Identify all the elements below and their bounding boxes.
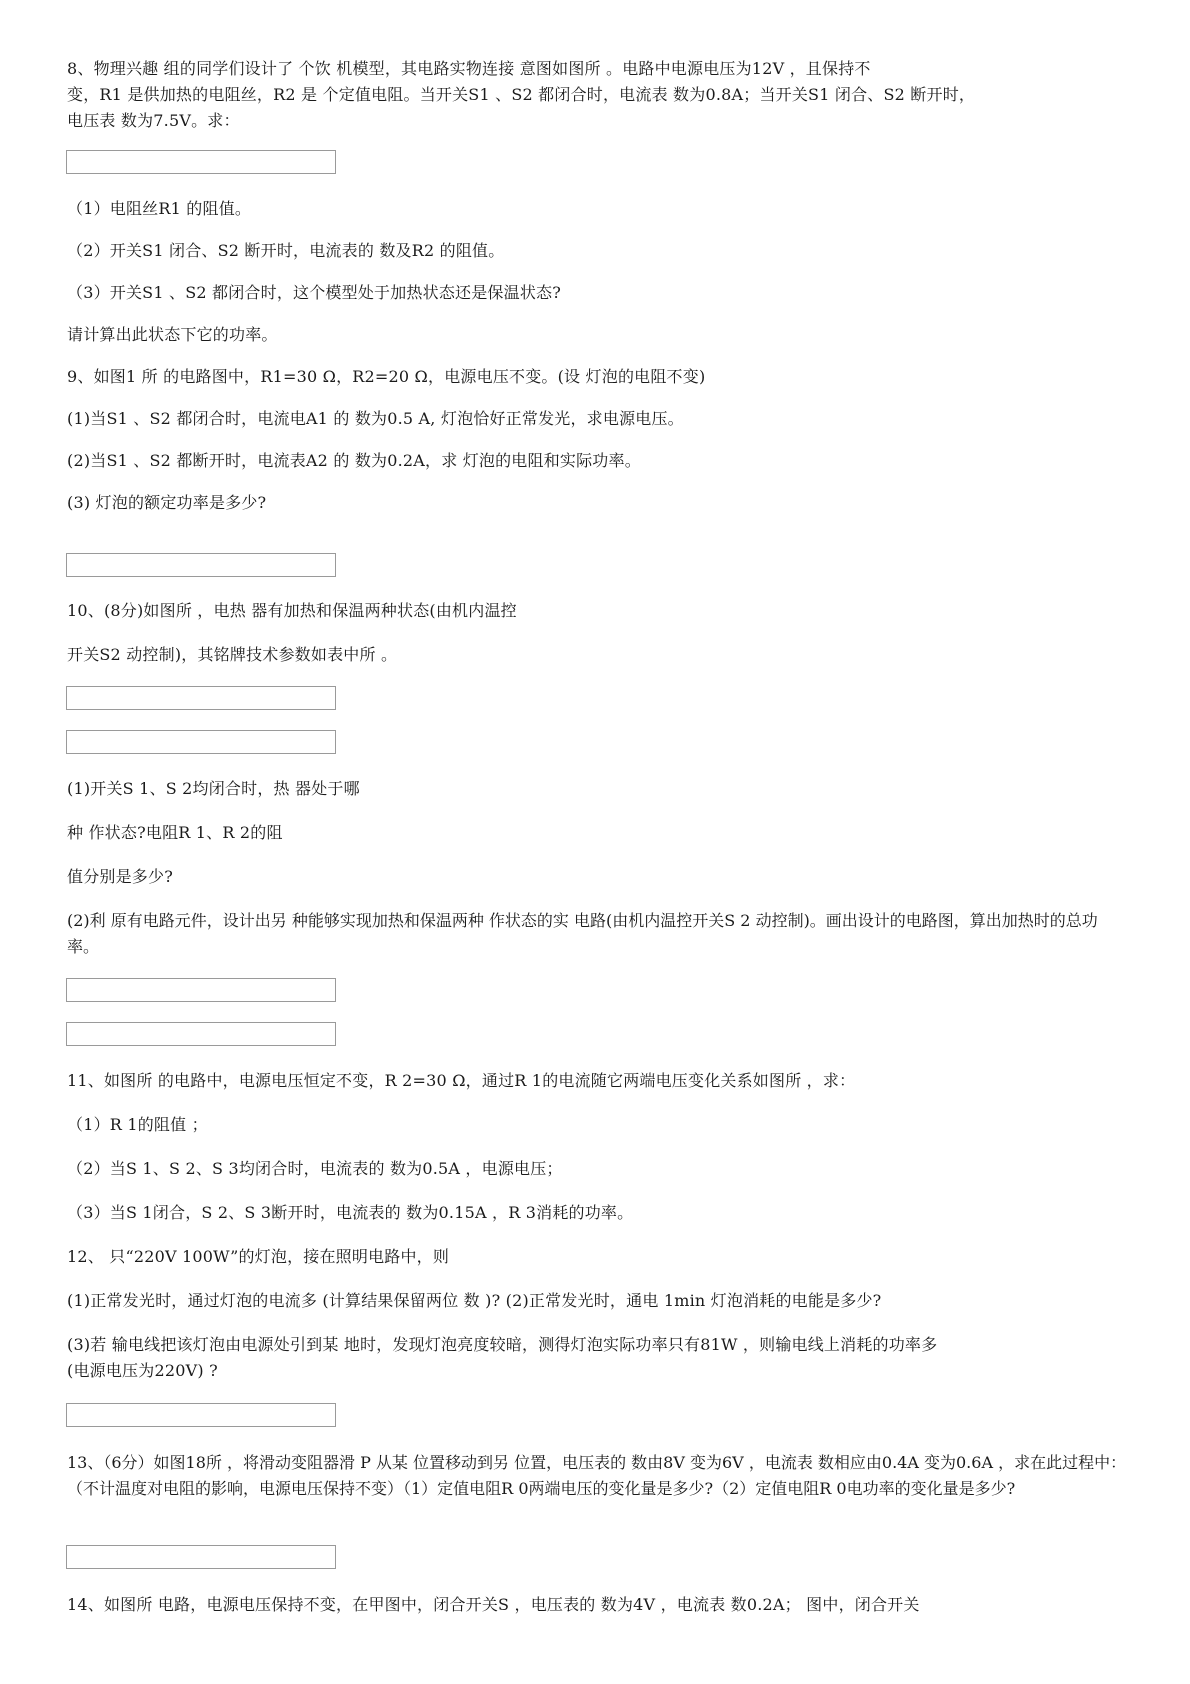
q14-line1: 14、如图所 电路，电源电压保持不变，在甲图中，闭合开关S ，电压表的 数为4V ，电流表 数0.2A； 图中，闭合开关 xyxy=(67,1595,920,1614)
q10-sub2: (2)利 原有电路元件，设计出另 种能够实现加热和保温两种 作状态的实 电路(由机内温控开关S 2 动控制)。画出设计的电路图，算出加热时的总功率。 xyxy=(67,911,1098,956)
image-placeholder xyxy=(66,1545,336,1569)
image-placeholder xyxy=(66,1403,336,1427)
q8-sub3-continued: 请计算出此状态下它的功率。 xyxy=(67,325,278,344)
q12-line1: 12、 只“220V 100W”的灯泡，接在照明电路中，则 xyxy=(67,1247,450,1266)
q11-line1: 11、如图所 的电路中，电源电压恒定不变，R 2=30 Ω，通过R 1的电流随它两端电压变化关系如图所 ，求： xyxy=(67,1071,856,1090)
q13-text: 13、（6分）如图18所 ，将滑动变阻器滑 P 从某 位置移动到另 位置，电压表的 数由8V 变为6V ，电流表 数相应由0.4A 变为0.6A ，求在此过程中：（不计温度对电阻的影响，电源电压保持不变）（1）定值电阻R 0两端电压的变化量是多少?（2）定值电阻R 0电功率的变化量是多少? xyxy=(67,1453,1127,1498)
q8-sub1: （1）电阻丝R1 的阻值。 xyxy=(67,199,252,218)
image-placeholder xyxy=(66,1022,336,1046)
image-placeholder xyxy=(66,150,336,174)
image-placeholder xyxy=(66,730,336,754)
q12-line2: (1)正常发光时，通过灯泡的电流多 (计算结果保留两位 数 )? (2)正常发光时，通电 1min 灯泡消耗的电能是多少? xyxy=(67,1291,882,1310)
q8-line3: 电压表 数为7.5V。求： xyxy=(67,111,240,130)
q10-sub1-line2: 种 作状态?电阻R 1、R 2的阻 xyxy=(67,823,283,842)
q8-sub2: （2）开关S1 闭合、S2 断开时，电流表的 数及R2 的阻值。 xyxy=(67,241,505,260)
q10-line2: 开关S2 动控制)，其铭牌技术参数如表中所 。 xyxy=(67,645,398,664)
q8-line2: 变，R1 是供加热的电阻丝，R2 是 个定值电阻。当开关S1 、S2 都闭合时，电流表 数为0.8A；当开关S1 闭合、S2 断开时， xyxy=(67,85,976,104)
q9-sub2: (2)当S1 、S2 都断开时，电流表A2 的 数为0.2A，求 灯泡的电阻和实际功率。 xyxy=(67,451,641,470)
image-placeholder xyxy=(66,553,336,577)
q9-sub3: (3) 灯泡的额定功率是多少? xyxy=(67,493,267,512)
q9-line1: 9、如图1 所 的电路图中，R1=30 Ω，R2=20 Ω，电源电压不变。(设 灯泡的电阻不变) xyxy=(67,367,706,386)
q10-sub1-line1: (1)开关S 1、S 2均闭合时，热 器处于哪 xyxy=(67,779,360,798)
q8-line1: 8、物理兴趣 组的同学们设计了 个饮 机模型，其电路实物连接 意图如图所 。电路中电源电压为12V ，且保持不 xyxy=(67,59,871,78)
q10-sub1-line3: 值分别是多少? xyxy=(67,867,173,886)
q11-sub1: （1）R 1的阻值 ； xyxy=(67,1115,208,1134)
image-placeholder xyxy=(66,686,336,710)
q12-line4: (电源电压为220V) ? xyxy=(67,1361,218,1380)
q10-line1: 10、(8分)如图所 ，电热 器有加热和保温两种状态(由机内温控 xyxy=(67,601,517,620)
q12-line3: (3)若 输电线把该灯泡由电源处引到某 地时，发现灯泡亮度较暗，测得灯泡实际功率只有81W ，则输电线上消耗的功率多 xyxy=(67,1335,938,1354)
q11-sub3: （3）当S 1闭合，S 2、S 3断开时，电流表的 数为0.15A ，R 3消耗的功率。 xyxy=(67,1203,634,1222)
image-placeholder xyxy=(66,978,336,1002)
q8-sub3: （3）开关S1 、S2 都闭合时，这个模型处于加热状态还是保温状态? xyxy=(67,283,562,302)
q9-sub1: (1)当S1 、S2 都闭合时，电流电A1 的 数为0.5 A, 灯泡恰好正常发光，求电源电压。 xyxy=(67,409,684,428)
q11-sub2: （2）当S 1、S 2、S 3均闭合时，电流表的 数为0.5A ，电源电压； xyxy=(67,1159,563,1178)
